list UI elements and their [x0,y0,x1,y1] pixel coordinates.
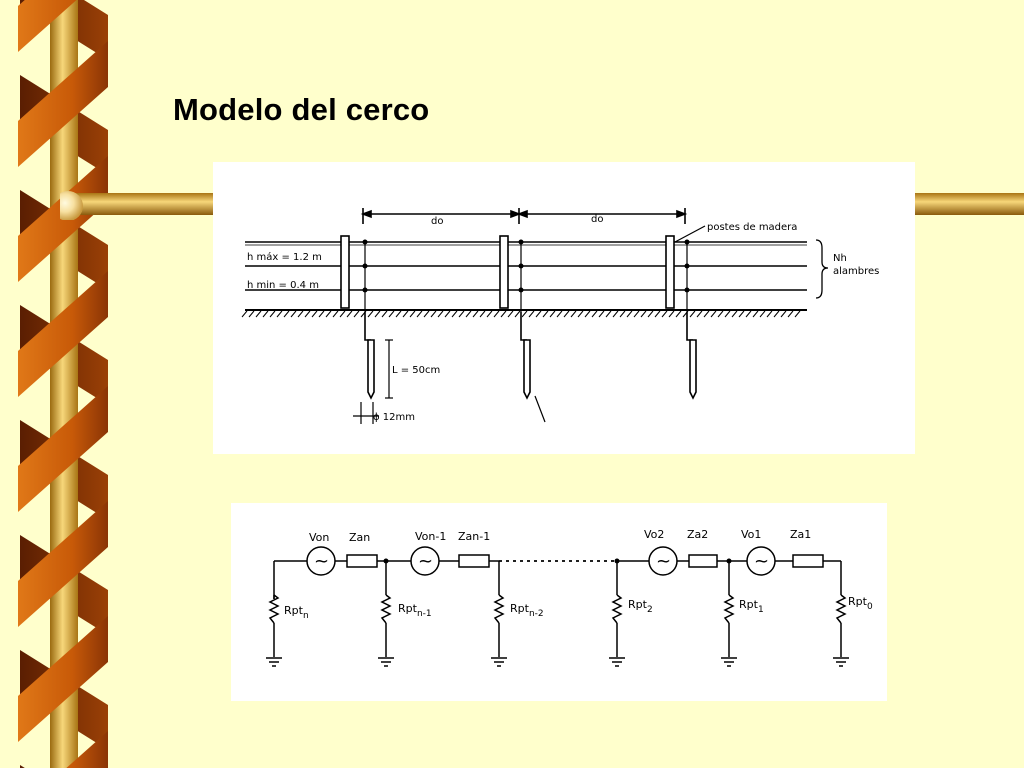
resistor-label-1: Rpt$_1$ [739,598,764,615]
spacing-label-1: do [431,216,444,227]
resistor-label-n: Rpt$_n$ [284,604,309,621]
impedance-label-n-1: Zan-1 [458,530,491,543]
resistor-label-n-1: Rpt$_{n-1}$ [398,602,432,619]
impedance-label-1: Za1 [790,528,812,541]
impedance-label-2: Za2 [687,528,709,541]
h-max-label: h máx = 1.2 m [247,252,322,263]
source-label-n: Von [309,531,330,544]
impedance-label-n: Zan [349,531,371,544]
resistor-zigzag [725,595,733,623]
fence-wires [245,242,807,290]
ribbon-rod-ornament [0,0,120,768]
source-symbol-n: ~ [314,551,330,572]
source-label-n-1: Von-1 [415,530,447,543]
resistor-zigzag [495,595,503,623]
source-label-1: Vo1 [741,528,762,541]
spacing-dimension [363,208,685,224]
circuit-diagram [231,503,887,701]
page-title: Modelo del cerco [173,92,430,127]
rod-length-label: L = 50cm [392,365,441,376]
impedance-2 [689,555,717,567]
resistor-zigzag [382,595,390,623]
fence-diagram [213,162,915,454]
impedance-n [347,555,377,567]
rod-diameter-label: ϕ 12mm [373,412,415,423]
resistor-label-0: Rpt$_0$ [848,595,873,612]
source-symbol-1: ~ [754,551,770,572]
impedance-n-1 [459,555,489,567]
wires-label-line2: alambres [833,266,880,277]
resistor-label-n-2: Rpt$_{n-2}$ [510,602,544,619]
ground-rods [365,312,696,398]
resistor-zigzag [270,595,278,623]
source-symbol-2: ~ [656,551,672,572]
source-label-2: Vo2 [644,528,665,541]
posts-label: postes de madera [707,222,798,233]
resistor-zigzag [837,595,845,623]
resistor-zigzag [613,595,621,623]
h-min-label: h min = 0.4 m [247,280,319,291]
impedance-1 [793,555,823,567]
fence-diagram-panel [213,162,915,454]
wooden-posts [341,236,674,308]
spacing-label-2: do [591,214,604,225]
circuit-diagram-panel [231,503,887,701]
resistor-label-2: Rpt$_2$ [628,598,653,615]
source-symbol-n-1: ~ [418,551,434,572]
wires-label-line1: Nh [833,253,847,264]
